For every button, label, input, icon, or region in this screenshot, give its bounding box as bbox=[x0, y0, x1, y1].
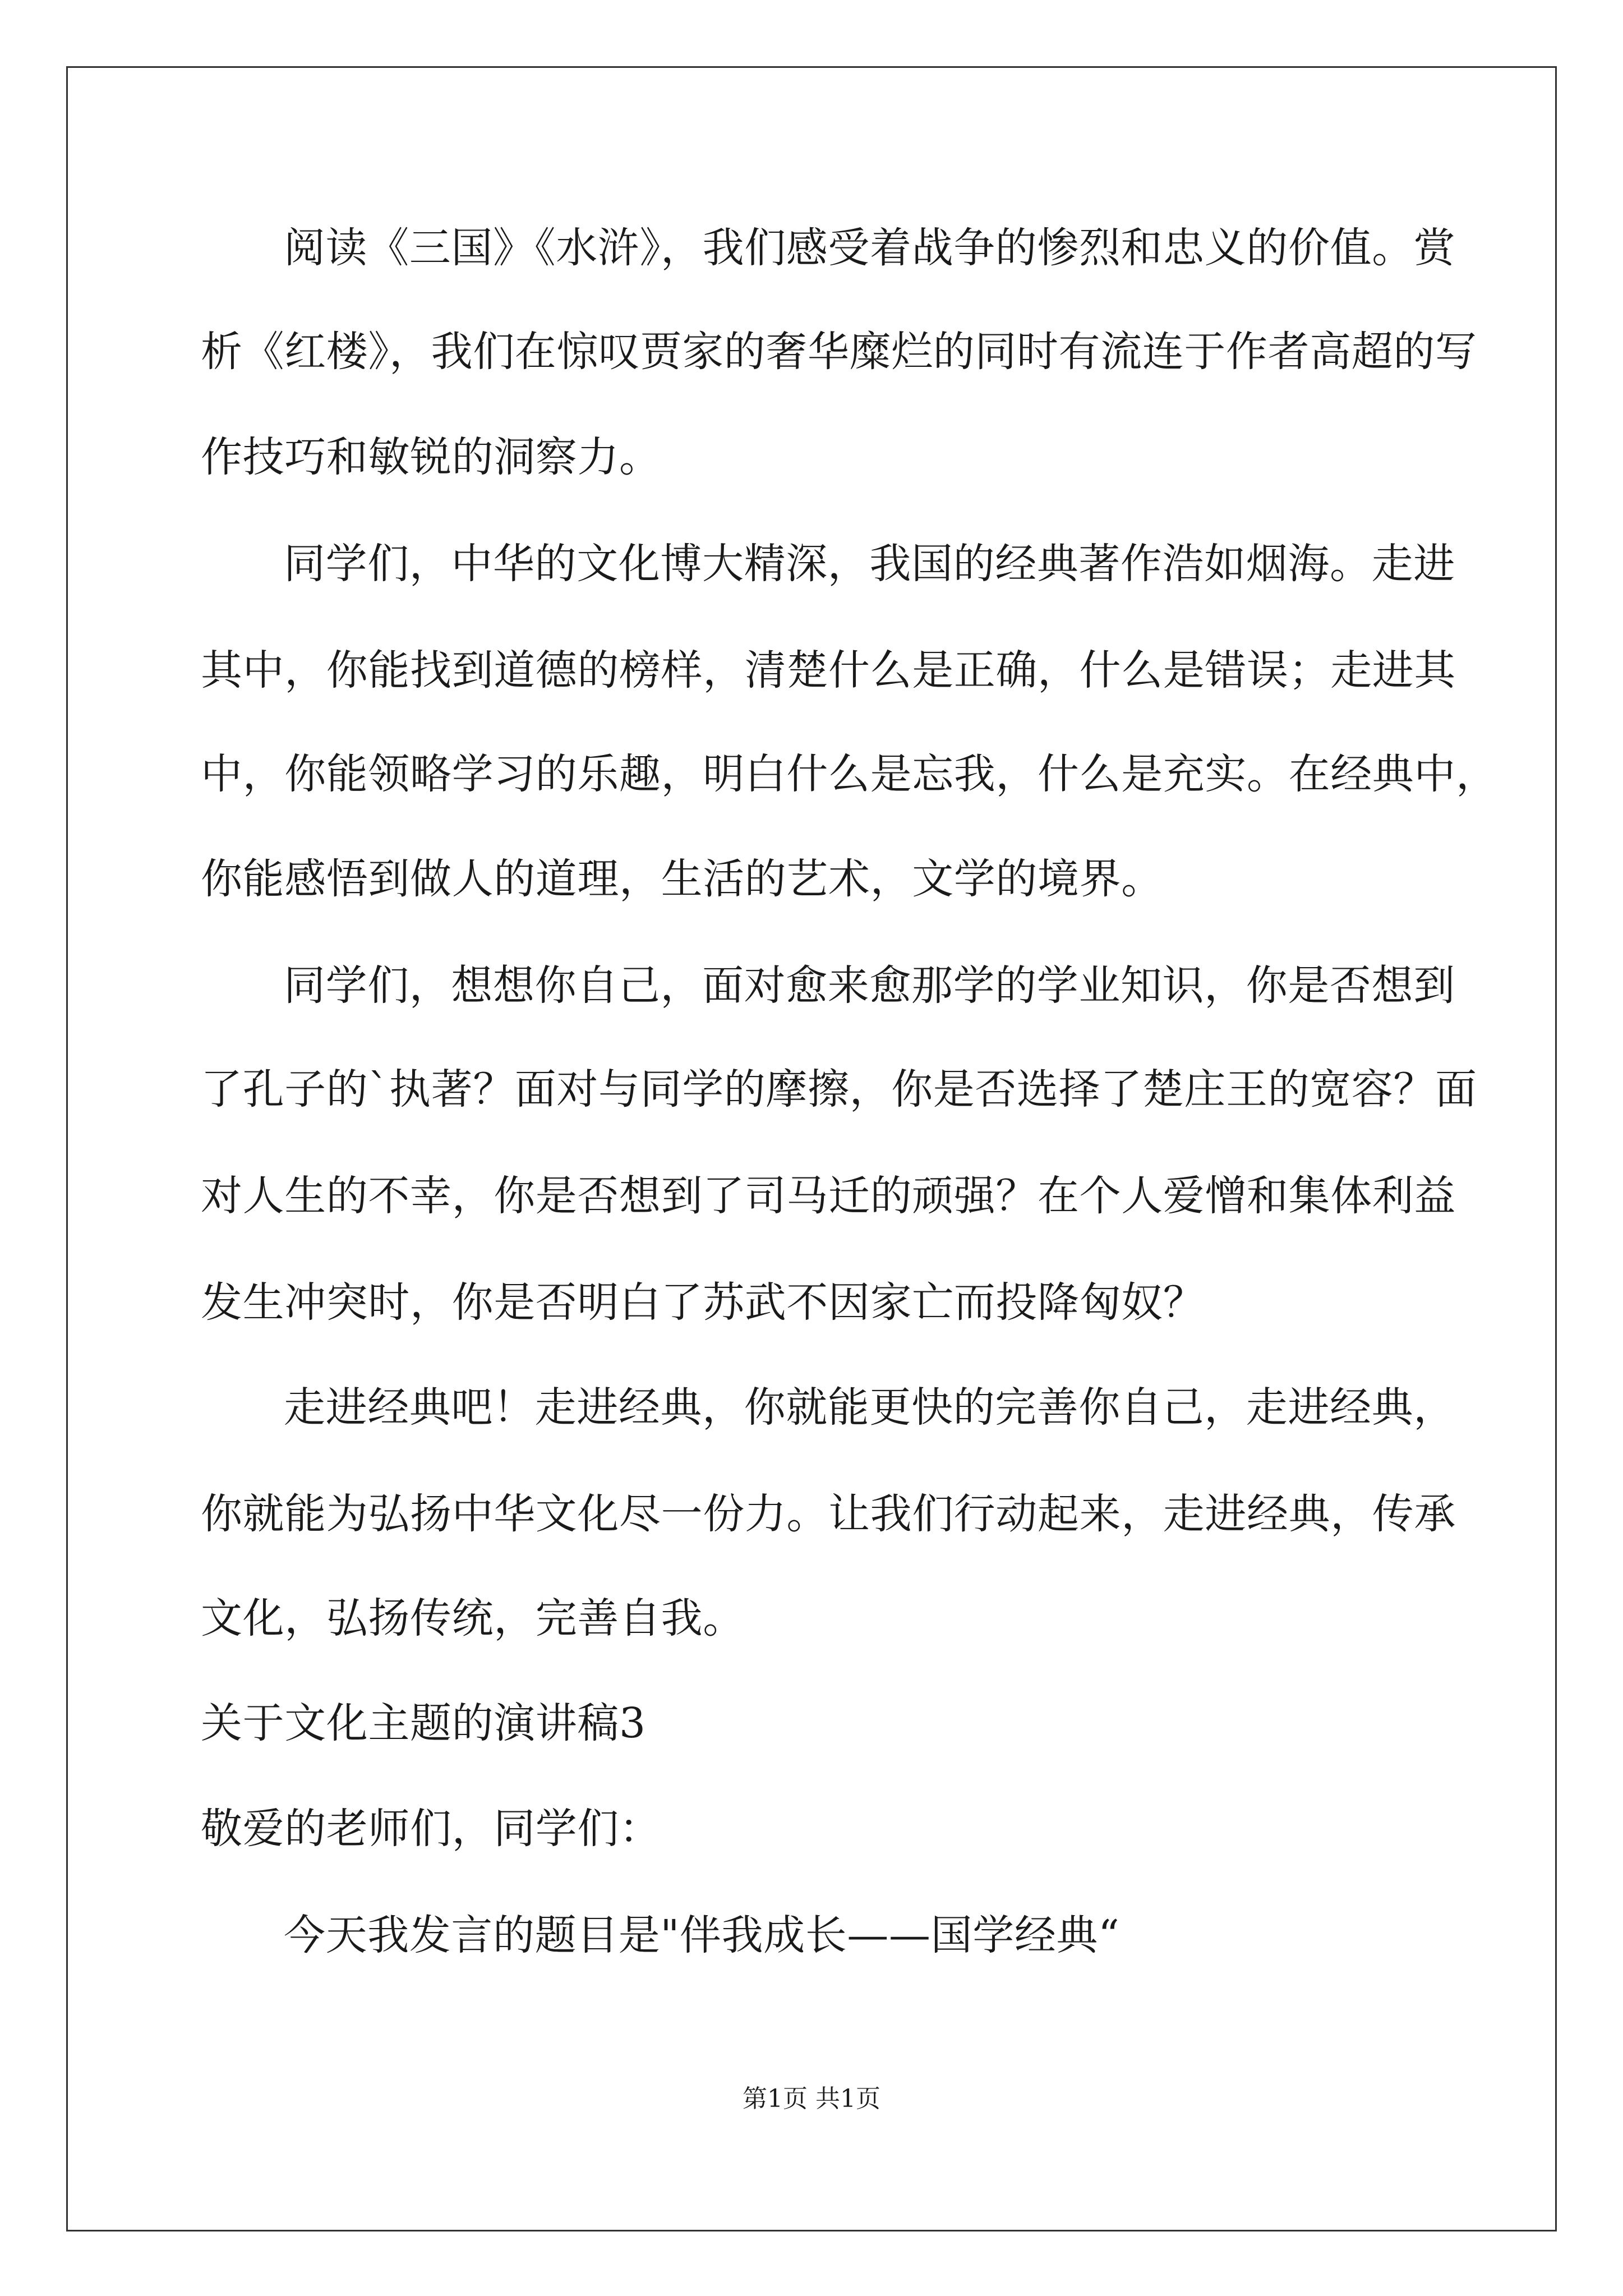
text-line-13: 你就能为弘扬中华文化尽一份力。让我们行动起来，走进经典，传承 bbox=[201, 1490, 1456, 1538]
text-line-7: 你能感悟到做人的道理，生活的艺术，文学的境界。 bbox=[201, 855, 1163, 903]
page-border bbox=[66, 66, 1557, 2231]
text-line-8: 同学们，想想你自己，面对愈来愈那学的学业知识，你是否想到 bbox=[284, 961, 1455, 1010]
text-line-2: 析《红楼》，我们在惊叹贾家的奢华糜烂的同时有流连于作者高超的写 bbox=[201, 328, 1477, 376]
text-line-11: 发生冲突时，你是否明白了苏武不因家亡而投降匈奴？ bbox=[201, 1278, 1205, 1327]
text-line-3: 作技巧和敏锐的洞察力。 bbox=[201, 433, 661, 481]
text-line-4: 同学们，中华的文化博大精深，我国的经典著作浩如烟海。走进 bbox=[284, 540, 1455, 588]
text-line-6: 中，你能领略学习的乐趣，明白什么是忘我，什么是充实。在经典中， bbox=[201, 750, 1498, 798]
text-line-9: 了孔子的`执著？面对与同学的摩擦，你是否选择了楚庄王的宽容？面 bbox=[201, 1065, 1477, 1114]
section-heading: 关于文化主题的演讲稿3 bbox=[201, 1699, 646, 1747]
text-line-17: 今天我发言的题目是"伴我成长——国学经典“ bbox=[284, 1911, 1120, 1959]
salutation: 敬爱的老师们，同学们： bbox=[201, 1805, 661, 1853]
text-line-10: 对人生的不幸，你是否想到了司马迁的顽强？在个人爱憎和集体利益 bbox=[201, 1172, 1456, 1220]
text-line-1: 阅读《三国》《水浒》，我们感受着战争的惨烈和忠义的价值。赏 bbox=[284, 224, 1456, 272]
text-line-5: 其中，你能找到道德的榜样，清楚什么是正确，什么是错误；走进其 bbox=[201, 646, 1456, 694]
text-line-12: 走进经典吧！走进经典，你就能更快的完善你自己，走进经典， bbox=[284, 1383, 1455, 1432]
text-line-14: 文化，弘扬传统，完善自我。 bbox=[201, 1594, 745, 1642]
page-footer: 第1页 共1页 bbox=[743, 2085, 880, 2113]
